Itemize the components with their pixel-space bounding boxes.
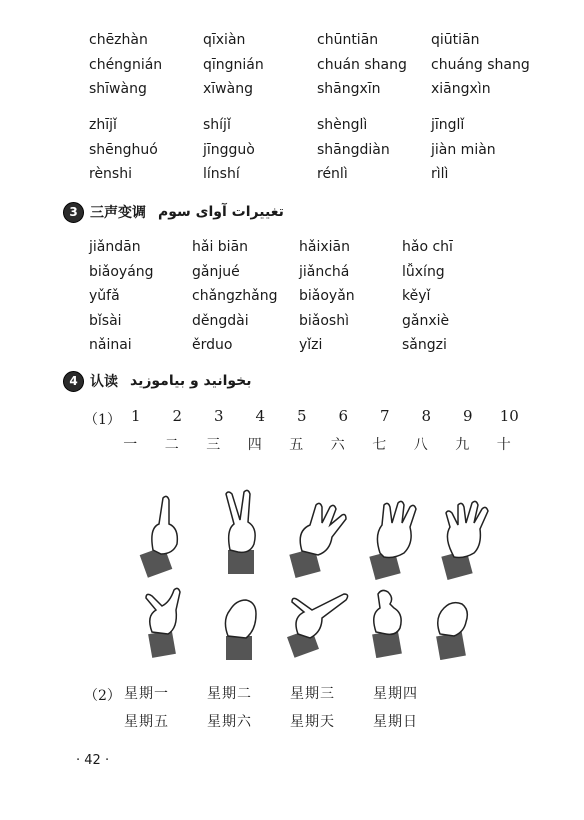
pinyin-word: jiǎndān — [89, 239, 141, 255]
pinyin-word: hǎi biān — [192, 239, 249, 255]
hand-gesture-one-icon — [133, 488, 193, 578]
section-title-chinese: 认读 — [90, 374, 118, 390]
section-title-uyghur: تغييرات آواى سوم — [158, 204, 284, 220]
section-number-badge: 4 — [63, 371, 84, 392]
arabic-digit: 10 — [499, 407, 519, 425]
pinyin-word: qīxiàn — [203, 32, 246, 48]
pinyin-word: shíjǐ — [203, 117, 231, 133]
pinyin-word: nǎinai — [89, 337, 132, 353]
chinese-numeral: 九 — [455, 437, 471, 453]
weekday-word: 星期一 — [124, 686, 169, 702]
hand-gesture-five-icon — [436, 495, 502, 581]
arabic-digit: 9 — [462, 407, 473, 425]
arabic-digit: 5 — [296, 407, 307, 425]
chinese-numeral-row — [110, 434, 525, 454]
arabic-digit: 8 — [421, 407, 432, 425]
arabic-digit: 4 — [255, 407, 266, 425]
pinyin-word: kěyǐ — [402, 288, 431, 304]
pinyin-word: xīwàng — [203, 81, 253, 97]
pinyin-word: rènshi — [89, 166, 132, 182]
pinyin-word: rìlì — [431, 166, 449, 182]
pinyin-word: qiūtiān — [431, 32, 480, 48]
weekday-word: 星期日 — [373, 714, 418, 730]
weekday-word: 星期天 — [290, 714, 335, 730]
pinyin-word: chéngnián — [89, 56, 163, 73]
chinese-numeral: 三 — [206, 437, 222, 453]
weekday-word: 星期六 — [207, 714, 252, 730]
pinyin-word: sǎngzi — [402, 337, 447, 353]
pinyin-word: jīnglǐ — [431, 117, 465, 133]
section-number-badge: 3 — [63, 202, 84, 223]
arabic-digit: 1 — [130, 407, 141, 425]
pinyin-group-1 — [89, 28, 551, 102]
pinyin-word: shēnghuó — [89, 141, 158, 158]
pinyin-word: hǎo chī — [402, 239, 453, 255]
pinyin-word: hǎixiān — [299, 239, 350, 255]
pinyin-word: chǎngzhǎng — [192, 288, 278, 304]
section-title-uyghur: بخوانيد و بياموزيد — [130, 373, 252, 389]
arabic-digit: 7 — [379, 407, 390, 425]
chinese-numeral: 八 — [413, 437, 429, 453]
hand-gesture-three-icon — [286, 495, 354, 579]
pinyin-word: biǎoyǎn — [299, 288, 355, 304]
weekday-word: 星期四 — [373, 686, 418, 702]
hand-gesture-nine-icon — [364, 584, 414, 658]
hand-gesture-four-icon — [364, 495, 430, 581]
hand-gesture-two-icon — [214, 486, 270, 578]
chinese-numeral: 二 — [164, 437, 180, 453]
chinese-numeral: 五 — [289, 437, 305, 453]
pinyin-word: biǎoyáng — [89, 263, 154, 280]
part-2-label: （2） — [84, 688, 121, 704]
pinyin-group-2 — [89, 113, 551, 187]
hand-gesture-ten-icon — [428, 592, 478, 660]
pinyin-word: chūntiān — [317, 32, 379, 48]
pinyin-word: ěrduo — [192, 337, 233, 353]
pinyin-word: jiàn miàn — [431, 141, 496, 158]
pinyin-word: qīngnián — [203, 56, 264, 73]
pinyin-word: jīngguò — [203, 141, 255, 158]
chinese-numeral: 七 — [372, 437, 388, 453]
pinyin-word: línshí — [203, 166, 240, 182]
chinese-numeral: 四 — [247, 437, 263, 453]
weekday-word: 星期五 — [124, 714, 169, 730]
pinyin-word: děngdài — [192, 312, 249, 329]
hand-gesture-seven-icon — [216, 590, 266, 662]
weekday-words — [124, 683, 456, 733]
arabic-digit: 3 — [213, 407, 224, 425]
pinyin-word: gǎnjué — [192, 263, 240, 280]
pinyin-word: chuán shang — [317, 56, 407, 73]
arabic-digit-row — [115, 407, 530, 425]
weekday-word: 星期二 — [207, 686, 252, 702]
pinyin-word: bǐsài — [89, 312, 122, 329]
hand-gesture-eight-icon — [282, 588, 356, 658]
pinyin-word: shīwàng — [89, 81, 147, 97]
pinyin-word: lǚxíng — [402, 263, 445, 280]
section-4-header — [63, 370, 252, 392]
section-title-chinese: 三声变调 — [90, 205, 146, 221]
pinyin-word: shènglì — [317, 117, 368, 133]
page-number: · 42 · — [76, 753, 110, 768]
hand-gesture-six-icon — [138, 582, 188, 658]
arabic-digit: 6 — [338, 407, 349, 425]
pinyin-word: xiāngxìn — [431, 81, 491, 97]
chinese-numeral: 十 — [496, 437, 512, 453]
pinyin-word: chēzhàn — [89, 32, 148, 48]
chinese-numeral: 六 — [330, 437, 346, 453]
pinyin-word: shāngxīn — [317, 81, 381, 97]
chinese-numeral: 一 — [123, 437, 139, 453]
arabic-digit: 2 — [172, 407, 183, 425]
pinyin-word: jiǎnchá — [299, 263, 350, 280]
pinyin-word: rénlì — [317, 166, 348, 182]
pinyin-word: yǐzi — [299, 337, 323, 353]
section-3-header — [63, 201, 284, 223]
pinyin-word: zhījǐ — [89, 117, 117, 133]
pinyin-word: shāngdiàn — [317, 141, 390, 158]
pinyin-word: gǎnxiè — [402, 312, 450, 329]
pinyin-group-3 — [89, 235, 512, 358]
weekday-word: 星期三 — [290, 686, 335, 702]
part-1-label: （1） — [84, 412, 121, 428]
pinyin-word: biǎoshì — [299, 312, 349, 329]
pinyin-word: yǔfǎ — [89, 288, 120, 304]
pinyin-word: chuáng shang — [431, 56, 530, 73]
